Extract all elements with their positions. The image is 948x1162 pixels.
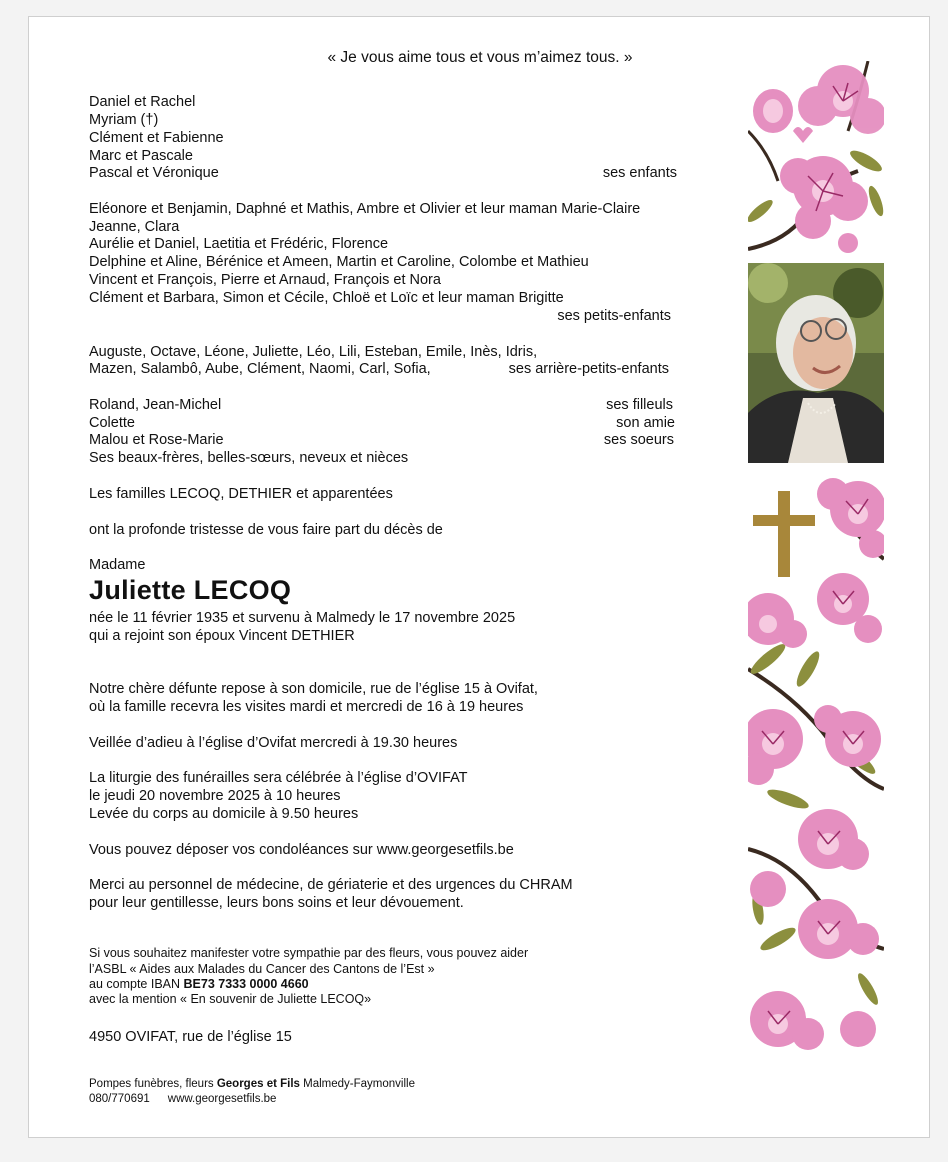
grandchildren-line: Clément et Barbara, Simon et Cécile, Chloë et Loïc et leur maman Brigitte xyxy=(89,290,564,306)
announcement: ont la profonde tristesse de vous faire part du décès de xyxy=(89,522,443,538)
footer-website: www.georgesetfils.be xyxy=(167,1093,277,1105)
children-line: Marc et Pascale xyxy=(89,148,193,164)
donation-line: Si vous souhaitez manifester votre sympathie par des fleurs, vous pouvez aider xyxy=(89,946,529,960)
donation-line: l’ASBL « Aides aux Malades du Cancer des Cantons de l’Est » xyxy=(89,962,435,976)
iban-prefix: au compte IBAN xyxy=(89,977,184,991)
iban: BE73 7333 0000 4660 xyxy=(183,977,309,991)
children-relation: ses enfants xyxy=(602,165,677,181)
footer-phone: 080/770691 xyxy=(89,1093,150,1105)
sisters-relation: ses soeurs xyxy=(603,432,674,448)
great-grandchildren-line: Auguste, Octave, Léone, Juliette, Léo, Lili, Esteban, Emile, Inès, Idris, xyxy=(89,344,538,360)
grandchildren-relation: ses petits-enfants xyxy=(557,308,671,324)
grandchildren-line: Eléonore et Benjamin, Daphné et Mathis, Ambre et Olivier et leur maman Marie-Claire xyxy=(89,201,641,217)
grandchildren-line: Jeanne, Clara xyxy=(89,219,180,235)
address: 4950 OVIFAT, rue de l’église 15 xyxy=(89,1029,292,1045)
children-line: Pascal et Véronique xyxy=(89,165,219,181)
families: Les familles LECOQ, DETHIER et apparentées xyxy=(89,486,393,502)
cherry-blossom-illustration xyxy=(748,61,884,257)
rest-line: Notre chère défunte repose à son domicile, rue de l’église 15 à Ovifat, xyxy=(89,681,538,697)
donation-line: avec la mention « En souvenir de Juliette LECOQ» xyxy=(89,992,372,1006)
quote: « Je vous aime tous et vous m’aimez tous. » xyxy=(327,49,633,66)
godchildren-names: Roland, Jean-Michel xyxy=(89,397,222,413)
thanks-line: Merci au personnel de médecine, de gériaterie et des urgences du CHRAM xyxy=(89,877,573,893)
birth-death: née le 11 février 1935 et survenu à Malmedy le 17 novembre 2025 xyxy=(89,610,516,626)
friend-names: Colette xyxy=(89,415,135,431)
godchildren-relation: ses filleuls xyxy=(606,397,673,413)
children-line: Daniel et Rachel xyxy=(89,94,196,110)
funeral-line: Levée du corps au domicile à 9.50 heures xyxy=(89,806,359,822)
flower-strip-bottom xyxy=(748,469,884,1059)
in-laws: Ses beaux-frères, belles-sœurs, neveux et nièces xyxy=(89,450,409,466)
portrait-photo xyxy=(748,263,884,463)
friend-relation: son amie xyxy=(616,415,675,431)
great-grandchildren-line: Mazen, Salambô, Aube, Clément, Naomi, Carl, Sofia, xyxy=(89,361,431,377)
footer-line xyxy=(89,1077,415,1092)
obituary-page xyxy=(28,16,930,1138)
grandchildren-line: Vincent et François, Pierre et Arnaud, François et Nora xyxy=(89,272,441,288)
children-line: Myriam (†) xyxy=(89,112,159,128)
rest-line: où la famille recevra les visites mardi et mercredi de 16 à 19 heures xyxy=(89,699,524,715)
cherry-blossom-illustration-lower xyxy=(748,469,884,1059)
footer-prefix: Pompes funèbres, fleurs xyxy=(89,1078,217,1090)
cross-icon xyxy=(753,491,815,577)
deceased-name: Juliette LECOQ xyxy=(89,575,292,605)
grandchildren-line: Aurélie et Daniel, Laetitia et Frédéric, Florence xyxy=(89,236,389,252)
great-grandchildren-relation: ses arrière-petits-enfants xyxy=(508,361,669,377)
flower-strip-top xyxy=(748,61,884,257)
funeral-line: La liturgie des funérailles sera célébrée à l’église d’OVIFAT xyxy=(89,770,468,786)
spouse: qui a rejoint son époux Vincent DETHIER xyxy=(89,628,355,644)
funeral-line: le jeudi 20 novembre 2025 à 10 heures xyxy=(89,788,341,804)
sisters-names: Malou et Rose-Marie xyxy=(89,432,224,448)
condolences: Vous pouvez déposer vos condoléances sur www.georgesetfils.be xyxy=(89,842,514,858)
thanks-line: pour leur gentillesse, leurs bons soins et leur dévouement. xyxy=(89,895,464,911)
grandchildren-line: Delphine et Aline, Bérénice et Ameen, Martin et Caroline, Colombe et Mathieu xyxy=(89,254,589,270)
footer-suffix: Malmedy-Faymonville xyxy=(299,1078,415,1090)
children-line: Clément et Fabienne xyxy=(89,130,224,146)
portrait-image xyxy=(748,263,884,463)
title: Madame xyxy=(89,557,146,573)
donation-iban-line xyxy=(89,977,309,992)
footer-contact xyxy=(89,1092,276,1107)
footer-company: Georges et Fils xyxy=(216,1078,300,1090)
vigil: Veillée d’adieu à l’église d’Ovifat mercredi à 19.30 heures xyxy=(89,735,458,751)
